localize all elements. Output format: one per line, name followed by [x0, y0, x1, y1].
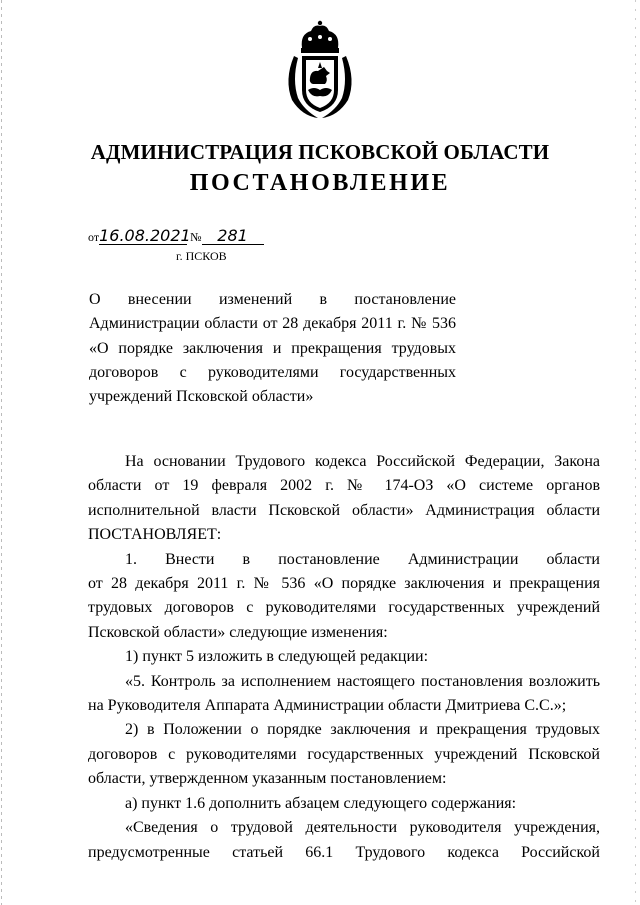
- body-line: предусмотренные статьей 66.1 Трудового кодекса Российской: [88, 843, 600, 861]
- subject-line: договоров с руководителями государственных: [89, 363, 456, 381]
- document-type-title: ПОСТАНОВЛЕНИЕ: [189, 170, 451, 196]
- body-line: трудовых договоров с руководителями государственных учреждений: [88, 599, 600, 617]
- city-line: г. ПСКОВ: [176, 249, 227, 263]
- organization-title: АДМИНИСТРАЦИЯ ПСКОВСКОЙ ОБЛАСТИ: [90, 140, 550, 164]
- body-line: договоров с руководителями государственных учреждений Псковской: [88, 745, 600, 763]
- document-body: [88, 450, 600, 865]
- subject-line: учреждений Псковской области»: [89, 388, 314, 406]
- subject-line: «О порядке заключения и прекращения трудовых: [89, 339, 456, 357]
- body-line: На основании Трудового кодекса Российской Федерации, Закона: [125, 453, 600, 470]
- number-prefix: №: [190, 230, 202, 244]
- body-line: ПОСТАНОВЛЯЕТ:: [88, 526, 222, 544]
- date-number-line: [88, 228, 264, 245]
- scan-edge-right: [635, 0, 636, 905]
- document-subject: [89, 288, 456, 409]
- date-prefix: от: [88, 230, 100, 244]
- body-line: 2) в Положении о порядке заключения и прекращения трудовых: [125, 721, 600, 739]
- body-line: «Сведения о трудовой деятельности руководителя учреждения,: [125, 819, 600, 837]
- scan-edge-left: [1, 0, 2, 905]
- subject-line: О внесении изменений в постановление: [89, 291, 456, 308]
- body-line: на Руководителя Аппарата Администрации области Дмитриева С.С.»;: [88, 697, 567, 715]
- handwritten-date: 16.08.2021: [99, 226, 191, 245]
- body-line: исполнительной власти Псковской области» Администрация области: [88, 501, 600, 519]
- body-line: области от 19 февраля 2002 г. № 174-ОЗ «О системе органов: [88, 477, 600, 495]
- coat-of-arms-emblem: [280, 20, 360, 120]
- body-line: а) пункт 1.6 дополнить абзацем следующего содержания:: [125, 794, 517, 812]
- body-line: «5. Контроль за исполнением настоящего постановления возложить: [125, 672, 600, 690]
- body-line: от 28 декабря 2011 г. № 536 «О порядке заключения и прекращения: [88, 575, 600, 593]
- body-line: 1. Внести в постановление Администрации области: [125, 550, 600, 568]
- body-line: 1) пункт 5 изложить в следующей редакции:: [125, 648, 429, 666]
- subject-line: Администрации области от 28 декабря 2011 г. № 536: [89, 315, 456, 333]
- handwritten-number: 281: [202, 228, 264, 245]
- body-line: области, утвержденном указанным постановлением:: [88, 770, 447, 788]
- body-line: Псковской области» следующие изменения:: [88, 623, 388, 641]
